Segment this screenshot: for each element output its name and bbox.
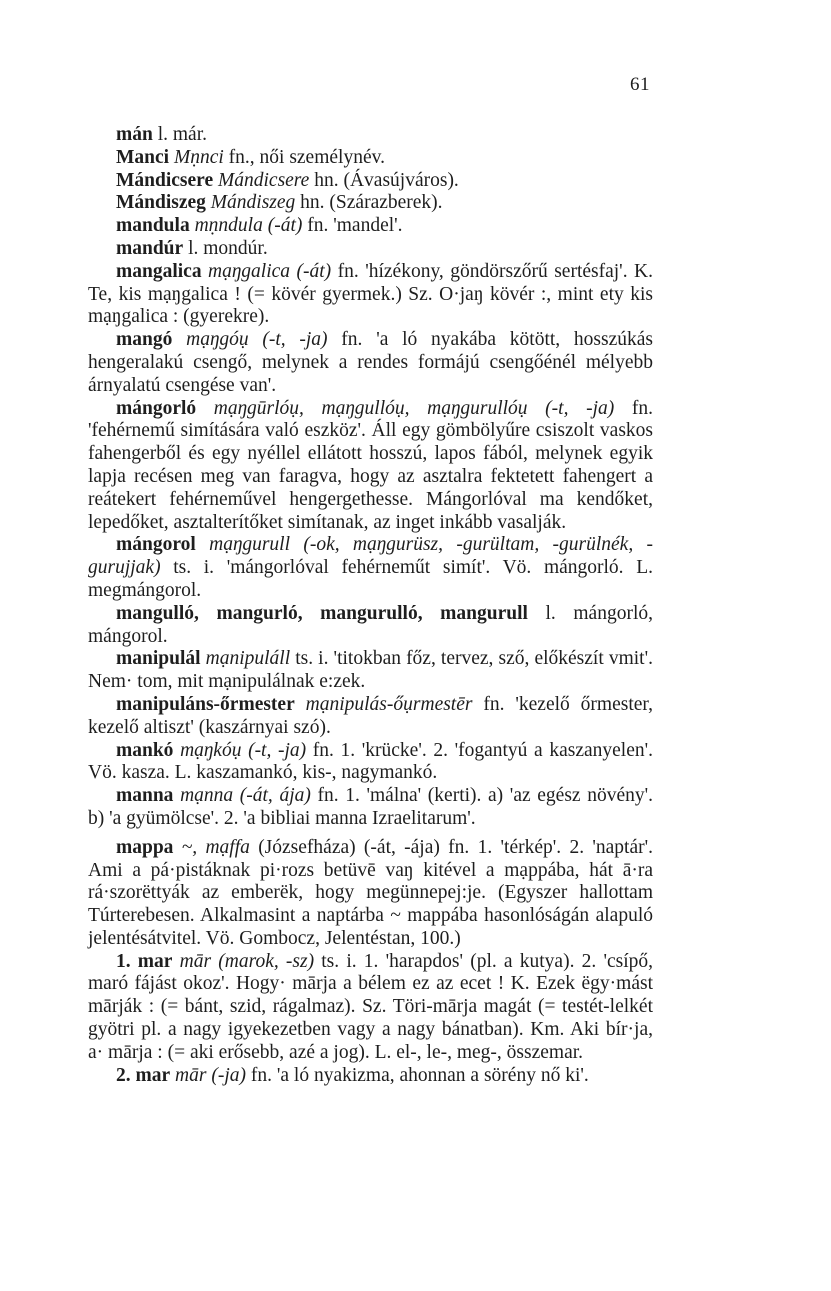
entry-definition: fn., női személynév. [223, 146, 385, 168]
entry-headword: Manci [116, 146, 170, 168]
entry-pronunciation: mār (marok, -sz) [172, 950, 315, 972]
entry-headword: mangalica [116, 260, 202, 282]
entry-headword: manna [116, 785, 174, 807]
entry-definition: (Józsefháza) (-át, -ája) fn. 1. 'térkép'. 2. 'naptár'. Ami a pá·pistáknak pi·rozs betüvē vaŋ kitével a mạppába, hát ā·ra rá·szorëttyák az emberëk, hogy megünnepej:je. (Egyszer hallottam Túrterebesen. Alkalmasint a naptárba ~ mappába hasonlóságán alapuló jelentésátvitel. Vö. Gombocz, Jelentéstan, 100.) [88, 836, 654, 949]
entry-definition: fn. 1. 'málna' (kerti). a) 'az egész növény'. b) 'a gyümölcse'. 2. 'a bibliai manna Izraelitarum'. [88, 785, 653, 829]
entry-definition: hn. (Ávasújváros). [309, 169, 459, 191]
entry-definition: l. mondúr. [183, 237, 268, 259]
entry-headword: mán [116, 124, 153, 145]
entry-headword: mandúr [116, 237, 184, 259]
dictionary-entry [88, 785, 653, 831]
dictionary-entry [88, 147, 653, 170]
entry-definition: fn. 1. 'krücke'. 2. 'fogantyú a kaszanyelen'. Vö. kasza. L. kaszamankó, kis-, nagymankó. [88, 739, 653, 784]
entry-pronunciation: mār (-ja) [170, 1064, 246, 1086]
entry-headword: Mándicsere [116, 169, 214, 191]
dictionary-entry [88, 329, 653, 397]
dictionary-entry [88, 951, 653, 1065]
entry-headword: mankó [116, 739, 174, 761]
entry-pronunciation: mạŋgurull (-ok, mạŋgurüsz, -gurültam, -gurülnék, -gurujjak) [88, 534, 653, 579]
entry-headword: manipulál [116, 648, 201, 670]
entry-headword: mángorol [116, 534, 196, 556]
entry-pronunciation: Mṇnci [169, 146, 224, 168]
entry-headword: manipuláns-őrmester [116, 693, 295, 715]
entry-headword: mángorló [116, 397, 197, 419]
entry-definition: fn. 'a ló nyakába kötött, hosszúkás hengeralakú csengő, melynek a rendes formájú csengőénél mélyebb árnyalatú csengése van'. [88, 329, 653, 396]
entry-definition: fn. 'a ló nyakizma, ahonnan a sörény nő ki'. [245, 1064, 589, 1086]
entry-pronunciation: mạŋkóụ (-t, -ja) [173, 739, 307, 761]
entry-headword: 2. mar [116, 1064, 171, 1086]
entry-headword: 1. mar [116, 950, 173, 972]
dictionary-entry [88, 603, 653, 649]
entry-pronunciation: Mándicsere [213, 169, 310, 191]
entry-definition: l. mángorló, mángorol. [88, 602, 653, 647]
entry-pronunciation: mạŋgalica (-át) [201, 260, 332, 282]
entry-pronunciation: mṇndula (-át) [189, 215, 303, 237]
entry-pronunciation: mạŋgūrlóụ, mạŋgullóụ, mạŋgurullóụ (-t, -ja) [196, 397, 615, 419]
entry-pronunciation: Mándiszeg [205, 192, 296, 214]
dictionary-entry [88, 648, 653, 694]
entry-list [88, 124, 653, 1087]
entry-headword: mangó [116, 329, 173, 351]
entry-headword: mappa [116, 836, 174, 858]
page-number: 61 [630, 74, 650, 95]
entry-pronunciation: mạŋgóụ (-t, -ja) [172, 329, 328, 351]
entry-definition: fn. 'fehérnemű simítására való eszköz'. Áll egy gömbölyűre csiszolt vaskos fahengerből és egy nyéllel ellátott hosszú, lapos fából, melynek egyik lapja recésen meg van faragva, hogy az asztalra fektetett fahengert a reátekert fehérneművel hengergethesse. Mángorlóval ma kendőket, lepedőket, asztalterítőket simítanak, az inget inkább vasalják. [88, 397, 653, 533]
dictionary-entry [88, 192, 653, 215]
dictionary-entry [88, 740, 653, 786]
dictionary-entry [88, 215, 653, 238]
entry-definition: fn. 'kezelő őrmester, kezelő altiszt' (kaszárnyai szó). [88, 693, 653, 738]
dictionary-entry [88, 1065, 653, 1088]
dictionary-entry [88, 694, 653, 740]
entry-definition: fn. 'hízékony, göndörszőrű sertésfaj'. K. Te, kis mạŋgalica ! (= kövér gyermek.) Sz. O·jaŋ kövér :, mint ety kis mạŋgalica : (gyerekre). [88, 260, 653, 328]
entry-pronunciation: mạnipuláll [200, 648, 291, 670]
entry-pronunciation: ~, mạffa [173, 836, 250, 858]
entry-headword: mangulló, mangurló, mangurulló, mangurull [116, 602, 528, 624]
entry-definition: fn. 'mandel'. [302, 215, 403, 237]
entry-headword: Mándiszeg [116, 192, 206, 214]
entry-headword: mandula [116, 215, 190, 237]
entry-definition: l. már. [152, 124, 208, 145]
entry-definition: ts. i. 'titokban főz, tervez, sző, előkészít vmit'. Nem· tom, mit mạnipulálnak e:zek. [88, 648, 653, 693]
dictionary-entry [88, 124, 653, 147]
entry-definition: ts. i. 'mángorlóval fehérneműt simít'. Vö. mángorló. L. megmángorol. [88, 557, 653, 601]
dictionary-entry [88, 261, 653, 329]
entry-definition: ts. i. 1. 'harapdos' (pl. a kutya). 2. 'csípő, maró fájást okoz'. Hogy· mārja a bélem ez az ecet ! K. Ezek ëgy·mást mārják : (= bánt, szid, rágalmaz). Sz. Töri-mārja magát (= testét-lelkét gyötri pl. a nagy igyekezetben vagy a nagy bánatban). Km. Aki bír·ja, a· mārja : (= aki erősebb, azé a jog). L. el-, le-, meg-, összemar. [88, 950, 653, 1063]
dictionary-entry [88, 170, 653, 193]
dictionary-entry [88, 534, 653, 602]
entry-pronunciation: mạnipulás-őụrmestēr [294, 693, 473, 715]
dictionary-entry [88, 837, 653, 951]
entry-definition: hn. (Szárazberek). [295, 192, 443, 214]
entry-pronunciation: mạnna (-át, ája) [173, 785, 311, 807]
dictionary-entry [88, 398, 653, 535]
dictionary-entry [88, 238, 653, 261]
